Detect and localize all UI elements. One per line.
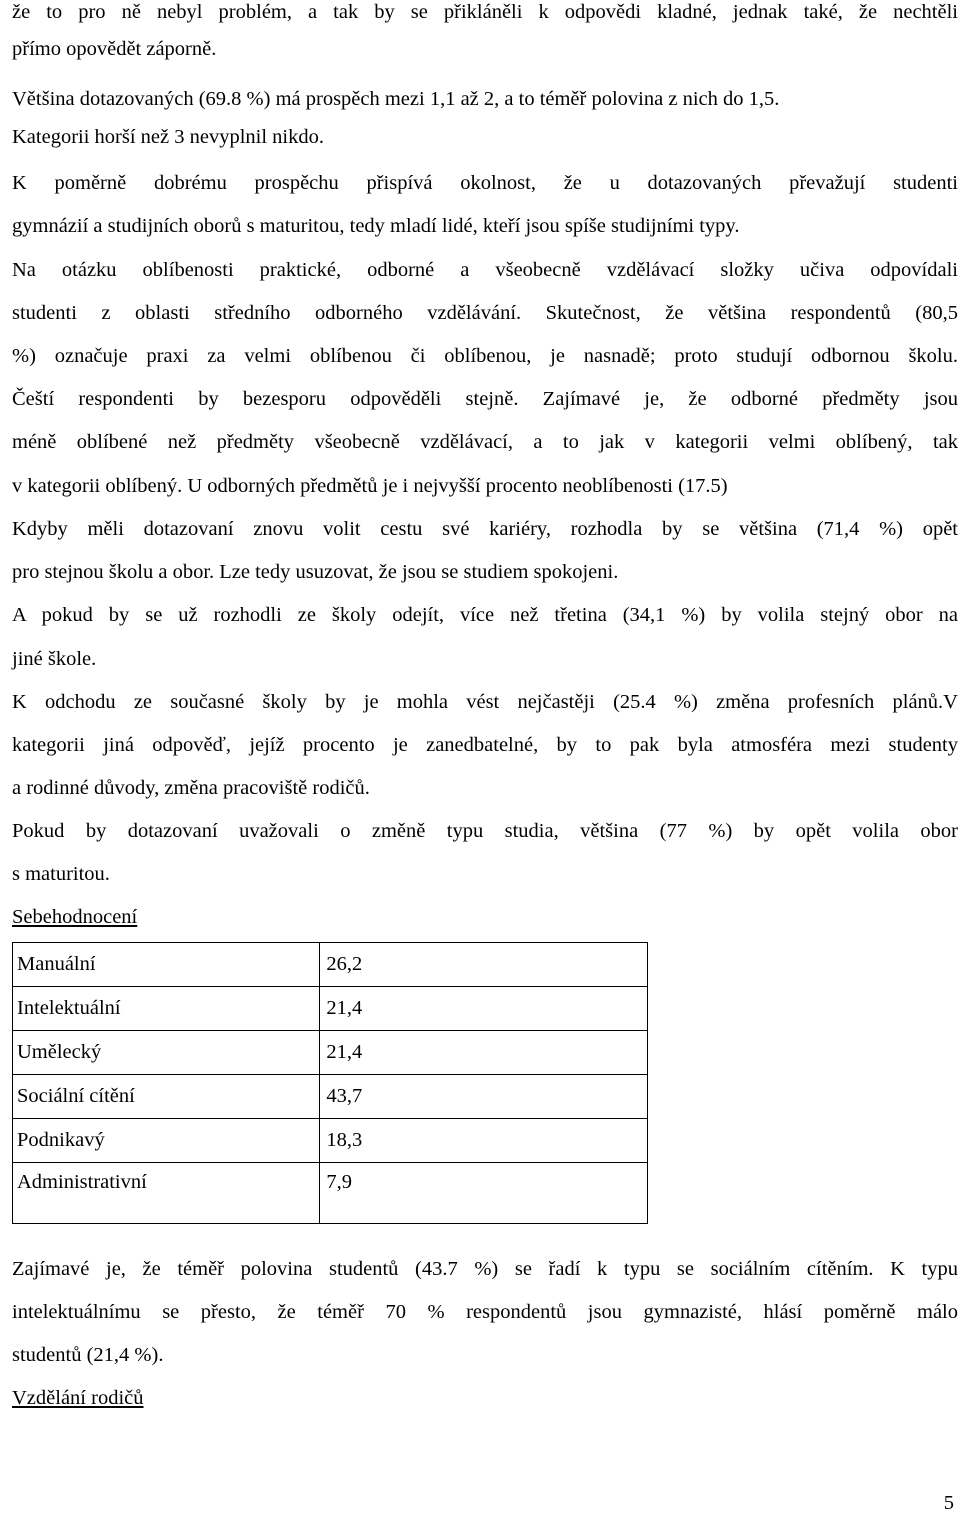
table-row: [13, 1119, 648, 1163]
paragraph-line: Pokud by dotazovaní uvažovali o změně typu studia, většina (77 %) by opět volila obor: [12, 820, 958, 842]
table-cell-value: 43,7: [320, 1075, 648, 1119]
paragraph-line: A pokud by se už rozhodli ze školy odejít, více než třetina (34,1 %) by volila stejný obor na: [12, 604, 958, 626]
paragraph-line: v kategorii oblíbený. U odborných předmětů je i nejvyšší procento neoblíbenosti (17.5): [12, 475, 728, 497]
table-row: [13, 943, 648, 987]
table-cell-label: Podnikavý: [13, 1119, 320, 1163]
table-cell-value: 21,4: [320, 1031, 648, 1075]
table-cell-label: Manuální: [13, 943, 320, 987]
paragraph-line: studentů (21,4 %).: [12, 1344, 164, 1366]
paragraph-line: gymnázií a studijních oborů s maturitou, tedy mladí lidé, kteří jsou spíše studijními typy.: [12, 215, 740, 237]
table-row: [13, 987, 648, 1031]
paragraph-line: K poměrně dobrému prospěchu přispívá okolnost, že u dotazovaných převažují studenti: [12, 172, 958, 194]
section-heading-self-assessment: Sebehodnocení: [12, 906, 138, 928]
table-cell-label: Sociální cítění: [13, 1075, 320, 1119]
self-assessment-table: [12, 942, 648, 1224]
table-cell-value: 7,9: [320, 1163, 648, 1224]
paragraph-line: přímo opovědět záporně.: [12, 38, 217, 60]
paragraph-line: méně oblíbené než předměty všeobecně vzdělávací, a to jak v kategorii velmi oblíbený, tak: [12, 431, 958, 453]
table-cell-label: Intelektuální: [13, 987, 320, 1031]
paragraph-line: Čeští respondenti by bezesporu odpověděli stejně. Zajímavé je, že odborné předměty jsou: [12, 388, 958, 410]
paragraph-line: a rodinné důvody, změna pracoviště rodičů.: [12, 777, 370, 799]
table-row: [13, 1163, 648, 1224]
paragraph-line: že to pro ně nebyl problém, a tak by se přikláněli k odpovědi kladné, jednak také, že nechtěli: [12, 1, 958, 23]
paragraph-line: %) označuje praxi za velmi oblíbenou či oblíbenou, je nasnadě; proto studují odbornou školu.: [12, 345, 958, 367]
paragraph-line: Na otázku oblíbenosti praktické, odborné a všeobecně vzdělávací složky učiva odpovídali: [12, 259, 958, 281]
paragraph-line: K odchodu ze současné školy by je mohla vést nejčastěji (25.4 %) změna profesních plánů.V: [12, 691, 958, 713]
page-number: 5: [943, 1492, 954, 1514]
paragraph-line: Kategorii horší než 3 nevyplnil nikdo.: [12, 126, 324, 148]
table-cell-value: 21,4: [320, 987, 648, 1031]
table-row: [13, 1075, 648, 1119]
paragraph-line: s maturitou.: [12, 863, 110, 885]
paragraph-line: jiné škole.: [12, 648, 97, 670]
table-cell-label: Administrativní: [13, 1163, 320, 1224]
paragraph-line: studenti z oblasti středního odborného vzdělávání. Skutečnost, že většina respondentů (80,5: [12, 302, 958, 324]
paragraph-line: intelektuálnímu se přesto, že téměř 70 % respondentů jsou gymnazisté, hlásí poměrně málo: [12, 1301, 958, 1323]
paragraph-line: kategorii jiná odpověď, jejíž procento je zanedbatelné, by to pak byla atmosféra mezi studenty: [12, 734, 958, 756]
paragraph-line: Zajímavé je, že téměř polovina studentů (43.7 %) se řadí k typu se sociálním cítěním. K typu: [12, 1258, 958, 1280]
paragraph-line: pro stejnou školu a obor. Lze tedy usuzovat, že jsou se studiem spokojeni.: [12, 561, 619, 583]
table-cell-label: Umělecký: [13, 1031, 320, 1075]
paragraph-line: Většina dotazovaných (69.8 %) má prospěch mezi 1,1 až 2, a to téměř polovina z nich do 1,5.: [12, 88, 780, 110]
table-cell-value: 26,2: [320, 943, 648, 987]
section-heading-parents-education: Vzdělání rodičů: [12, 1387, 144, 1409]
paragraph-line: Kdyby měli dotazovaní znovu volit cestu své kariéry, rozhodla by se většina (71,4 %) opět: [12, 518, 958, 540]
table-cell-value: 18,3: [320, 1119, 648, 1163]
table-row: [13, 1031, 648, 1075]
